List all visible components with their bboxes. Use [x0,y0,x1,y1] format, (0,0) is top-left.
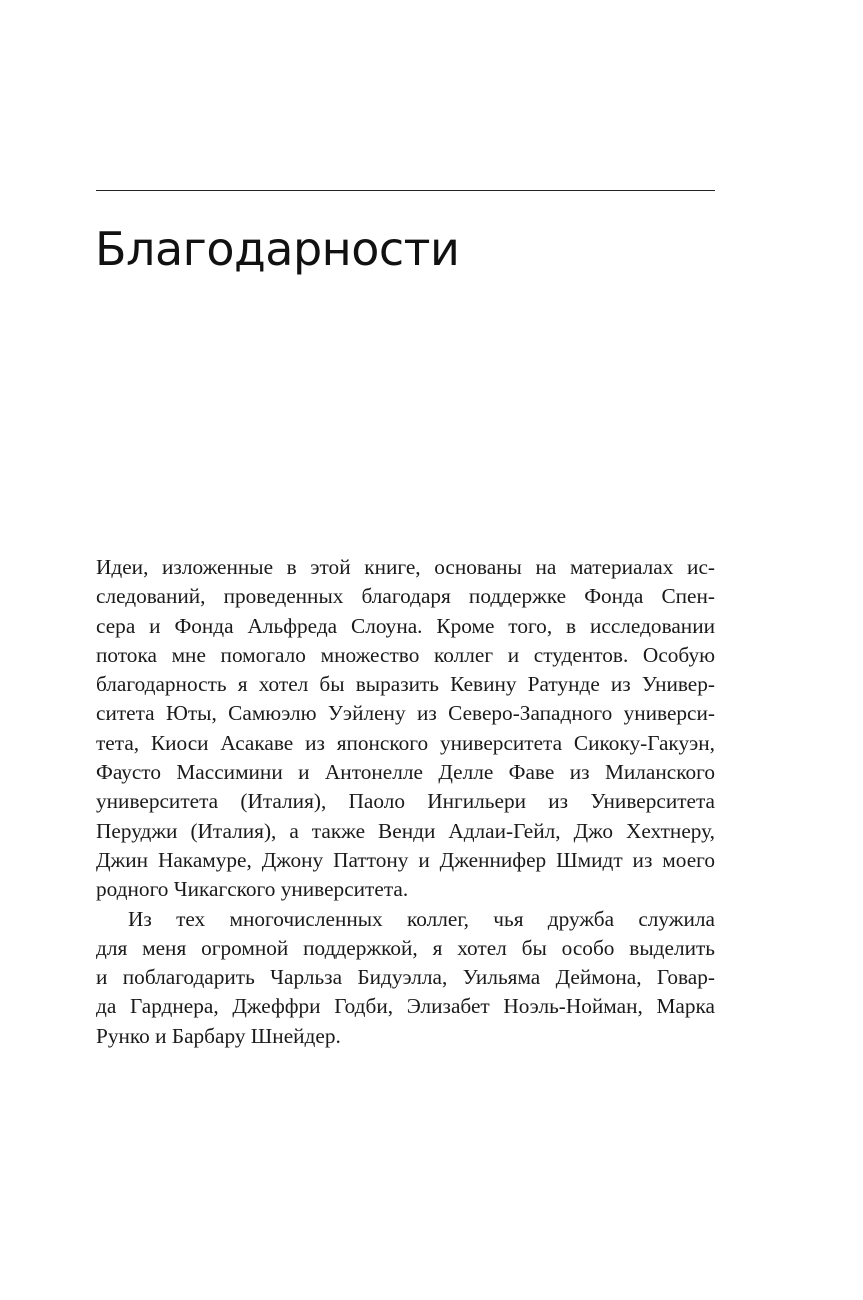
text-line: потока мне помогало множество коллег и студентов. Особую [96,642,715,667]
text-line: ситета Юты, Самюэлю Уэйлену из Северо-Западного универси- [96,701,715,726]
text-line: Джин Накамуре, Джону Паттону и Дженнифер Шмидт из моего [96,847,715,872]
text-line: родного Чикагского университета. [96,877,409,902]
text-line: Фаусто Массимини и Антонелле Делле Фаве из Миланского [96,760,715,785]
chapter-rule [96,190,715,191]
text-line: тета, Киоси Асакаве из японского университета Сикоку-Гакуэн, [96,730,715,755]
chapter-body [96,553,715,1051]
text-line: благодарность я хотел бы выразить Кевину Ратунде из Универ- [96,672,715,697]
text-line: Перуджи (Италия), а также Венди Адлаи-Гейл, Джо Хехтнеру, [96,818,715,843]
text-line: сера и Фонда Альфреда Слоуна. Кроме того, в исследовании [96,613,715,638]
text-line: Рунко и Барбару Шнейдер. [96,1023,341,1048]
text-line: для меня огромной поддержкой, я хотел бы особо выделить [96,935,715,960]
text-line: да Гарднера, Джеффри Годби, Элизабет Ноэль-Нойман, Марка [96,994,715,1019]
text-line: и поблагодарить Чарльза Бидуэлла, Уильяма Деймона, Говар- [96,965,715,990]
chapter-title: Благодарности [95,222,460,276]
text-line: университета (Италия), Паоло Ингильери из Университета [96,789,715,814]
paragraph-1 [96,553,715,905]
text-line: Из тех многочисленных коллег, чья дружба служила [128,906,715,931]
text-line: Идеи, изложенные в этой книге, основаны на материалах ис- [96,555,715,579]
paragraph-2 [96,905,715,1051]
text-line: следований, проведенных благодаря поддержке Фонда Спен- [96,584,715,609]
